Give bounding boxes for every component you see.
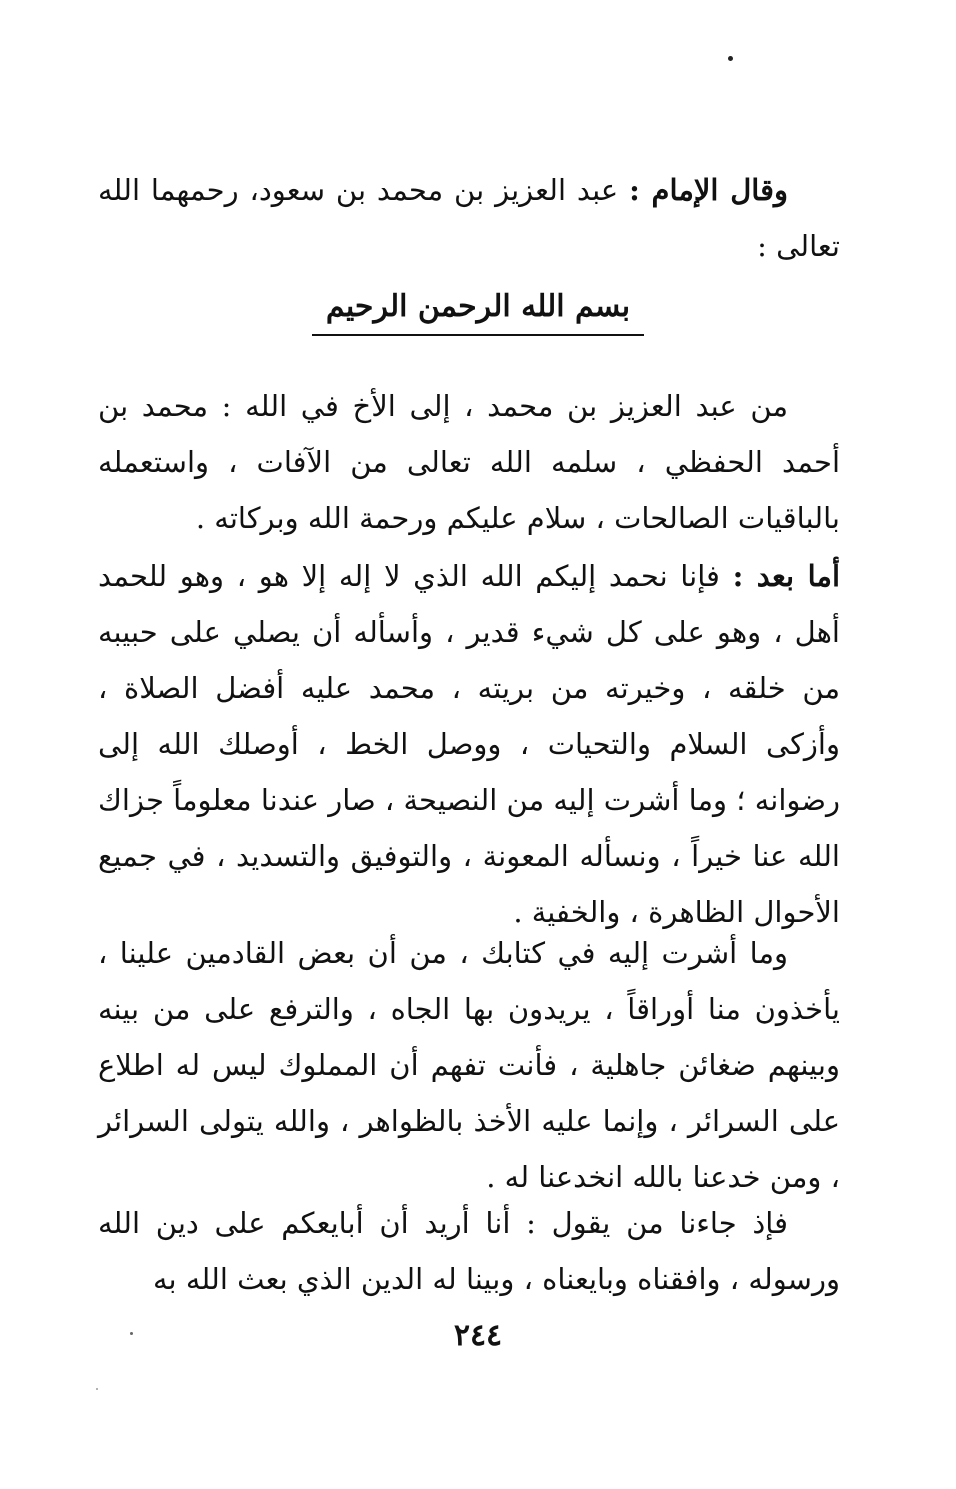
page-number: ٢٤٤ [453, 1318, 503, 1353]
intro-lead: وقال الإمام : [629, 173, 788, 207]
paragraph-text: وما أشرت إليه في كتابك ، من أن بعض القادمين علينا ، يأخذون منا أوراقاً ، يريدون بها الجاه ، والترفع على من بينه وبينهم ضغائن جاهلية ، فأنت تفهم أن المملوك ليس له اطلاع على السرائر ، وإنما عليه الأخذ بالظواهر ، والله يتولى السرائر ، ومن خدعنا بالله انخدعنا له . [98, 936, 840, 1194]
paragraph-text: من عبد العزيز بن محمد ، إلى الأخ في الله : محمد بن أحمد الحفظي ، سلمه الله تعالى من الآفات ، واستعمله بالباقيات الصالحات ، سلام عليكم ورحمة الله وبركاته . [98, 389, 840, 535]
paragraph-text: فإذ جاءنا من يقول : أنا أريد أن أبايعكم على دين الله ورسوله ، وافقناه وبايعناه ، وبينا له الدين الذي بعث الله به [98, 1206, 840, 1296]
paragraph-lead: أما بعد : [732, 559, 841, 593]
intro-rest: عبد العزيز بن محمد بن سعود، رحمهما الله تعالى : [98, 173, 840, 263]
intro-heading [98, 162, 840, 274]
paragraph [98, 1195, 840, 1307]
paragraph [98, 548, 840, 940]
paragraph [98, 925, 840, 1205]
paragraph [98, 378, 840, 546]
ink-speck [96, 1388, 98, 1390]
basmala-text: بسم الله الرحمن الرحيم [312, 282, 644, 336]
paragraph-text: فإنا نحمد إليكم الله الذي لا إله إلا هو ، وهو للحمد أهل ، وهو على كل شيء قدير ، وأسأله أن يصلي على حبيبه من خلقه ، وخيرته من بريته ، محمد عليه أفضل الصلاة ، وأزكى السلام والتحيات ، ووصل الخط ، أوصلك الله إلى رضوانه ؛ وما أشرت إليه من النصيحة ، صار عندنا معلوماً جزاك الله عنا خيراً ، ونسأله المعونة ، والتوفيق والتسديد ، في جميع الأحوال الظاهرة ، والخفية . [98, 559, 840, 929]
ink-speck [728, 56, 733, 61]
basmala [0, 282, 956, 336]
